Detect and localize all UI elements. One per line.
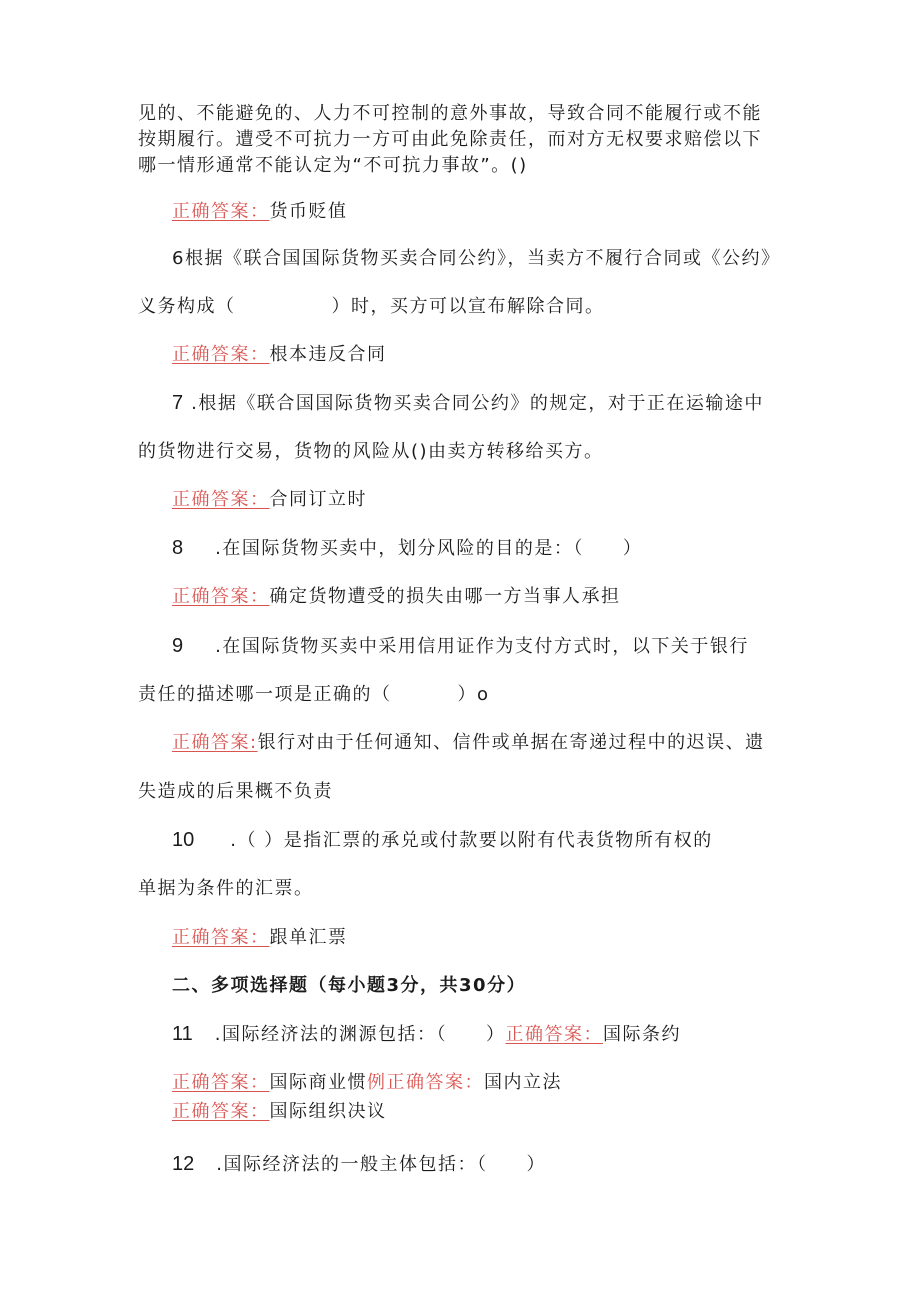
question-6-line-2 [138, 295, 605, 319]
answer-text: 根本违反合同 [269, 344, 387, 365]
answer-label: 正确答案： [386, 1072, 484, 1093]
answer-label: 正确答案： [172, 489, 270, 510]
question-text: ）时，买方可以宣布解除合同。 [331, 296, 605, 317]
answer-label: 正确答案： [172, 201, 270, 222]
question-text: .国际经济法的渊源包括：（ ） [214, 1024, 506, 1045]
answer-label: 正确答案： [172, 344, 270, 365]
answer-text: 确定货物遭受的损失由哪一方当事人承担 [269, 586, 621, 607]
question-number: 9 [172, 635, 184, 657]
question-text: 义务构成（ [138, 296, 236, 317]
answer-line [172, 731, 765, 755]
question-number: 12 [172, 1153, 195, 1175]
question-10-line-2: 单据为条件的汇票。 [138, 878, 314, 899]
question-12-line [172, 1152, 546, 1177]
answer-line [172, 343, 387, 367]
question-number: 11 [172, 1023, 193, 1045]
question-text: .根据《联合国国际货物买卖合同公约》的规定，对于正在运输途中 [191, 393, 764, 414]
answer-text: 国内立法 [484, 1072, 562, 1093]
answer-label: 正确答案： [505, 1024, 603, 1045]
question-text-line: 哪一情形通常不能认定为“不可抗力事故”。() [138, 155, 528, 176]
question-text: 责任的描述哪一项是正确的（ [138, 684, 392, 705]
question-text: .国际经济法的一般主体包括：（ ） [216, 1154, 546, 1175]
question-8-line [172, 536, 642, 561]
answer-label: 正确答案： [172, 586, 270, 607]
answer-text: 国际商业惯 [269, 1072, 367, 1093]
answer-label: 正确答案: [172, 732, 258, 753]
answer-text: 银行对由于任何通知、信件或单据在寄递过程中的迟误、遗 [257, 732, 765, 753]
question-text: ）o [457, 684, 490, 705]
question-text-line: 按期履行。遭受不可抗力一方可由此免除责任，而对方无权要求赔偿以下 [138, 129, 762, 150]
answer-line [172, 926, 348, 950]
question-10-line-1 [172, 828, 713, 853]
question-text: .在国际货物买卖中采用信用证作为支付方式时，以下关于银行 [215, 636, 749, 657]
answer-text: 国际组织决议 [269, 1101, 387, 1122]
question-text: .（ ）是指汇票的承兑或付款要以附有代表货物所有权的 [230, 830, 713, 851]
answer-label: 正确答案： [172, 1101, 270, 1122]
question-number: 7 [172, 392, 184, 414]
answer-label: 正确答案： [172, 927, 270, 948]
answer-line [172, 585, 621, 609]
question-7-line-1 [172, 391, 764, 416]
answer-line [172, 1071, 562, 1095]
question-text-line: 见的、不能避免的、人力不可控制的意外事故，导致合同不能履行或不能 [138, 103, 762, 124]
question-6-line-1: 6根据《联合国国际货物买卖合同公约》，当卖方不履行合同或《公约》 [172, 248, 781, 269]
answer-line [172, 1100, 387, 1124]
question-11-line [172, 1022, 681, 1047]
question-number: 10 [172, 829, 195, 851]
answer-text: 国际条约 [603, 1024, 681, 1045]
answer-text-tail: 例 [367, 1072, 387, 1093]
question-text: .在国际货物买卖中，划分风险的目的是：（ ） [215, 538, 643, 559]
answer-text: 跟单汇票 [269, 927, 348, 948]
question-7-line-2: 的货物进行交易，货物的风险从()由卖方转移给买方。 [138, 441, 604, 462]
question-9-line-2 [138, 683, 490, 707]
answer-text-continued: 失造成的后果概不负责 [138, 781, 333, 802]
question-number: 8 [172, 537, 184, 559]
answer-line [172, 488, 367, 512]
answer-label: 正确答案： [172, 1072, 270, 1093]
answer-line [172, 200, 348, 224]
section-heading: 二、多项选择题（每小题3分，共30分） [172, 975, 527, 996]
answer-text: 货币贬值 [269, 201, 348, 222]
answer-text: 合同订立时 [269, 489, 367, 510]
question-9-line-1 [172, 634, 749, 659]
